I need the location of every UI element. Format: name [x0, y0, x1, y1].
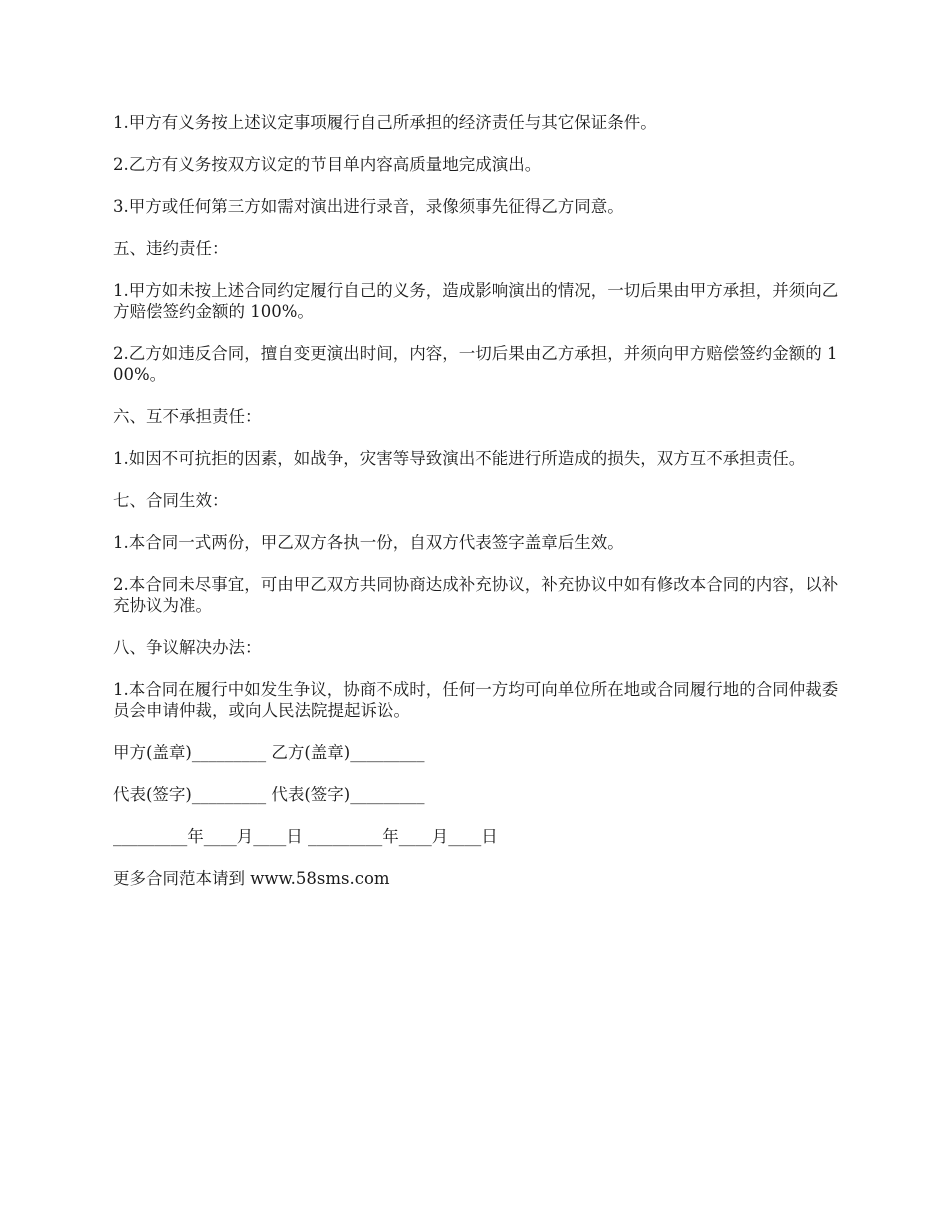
clause-paragraph: 1.甲方有义务按上述议定事项履行自己所承担的经济责任与其它保证条件。: [113, 113, 657, 132]
section-heading: 七、合同生效：: [113, 491, 229, 510]
document-body: [113, 112, 843, 910]
date-line: _________年____月____日 _________年____月____日: [113, 827, 498, 846]
footer-note: 更多合同范本请到 www.58sms.com: [113, 869, 390, 888]
section-heading: 八、争议解决办法：: [113, 638, 262, 657]
clause-paragraph: 2.乙方如违反合同，擅自变更演出时间，内容，一切后果由乙方承担，并须向甲方赔偿签约金额的 100%。: [113, 344, 838, 384]
section-heading: 五、违约责任：: [113, 239, 229, 258]
clause-paragraph: 1.本合同一式两份，甲乙双方各执一份，自双方代表签字盖章后生效。: [113, 533, 624, 552]
clause-paragraph: 2.乙方有义务按双方议定的节目单内容高质量地完成演出。: [113, 155, 542, 174]
section-heading: 六、互不承担责任：: [113, 407, 262, 426]
clause-paragraph: 3.甲方或任何第三方如需对演出进行录音，录像须事先征得乙方同意。: [113, 197, 624, 216]
signature-line: 代表(签字)_________ 代表(签字)_________: [113, 785, 425, 804]
clause-paragraph: 1.本合同在履行中如发生争议，协商不成时，任何一方均可向单位所在地或合同履行地的合同仲裁委员会申请仲裁，或向人民法院提起诉讼。: [113, 680, 839, 720]
clause-paragraph: 2.本合同未尽事宜，可由甲乙双方共同协商达成补充协议，补充协议中如有修改本合同的内容，以补充协议为准。: [113, 575, 839, 615]
seal-line: 甲方(盖章)_________ 乙方(盖章)_________: [113, 743, 425, 762]
clause-paragraph: 1.如因不可抗拒的因素，如战争，灾害等导致演出不能进行所造成的损失，双方互不承担责任。: [113, 449, 806, 468]
clause-paragraph: 1.甲方如未按上述合同约定履行自己的义务，造成影响演出的情况，一切后果由甲方承担，并须向乙方赔偿签约金额的 100%。: [113, 281, 839, 321]
